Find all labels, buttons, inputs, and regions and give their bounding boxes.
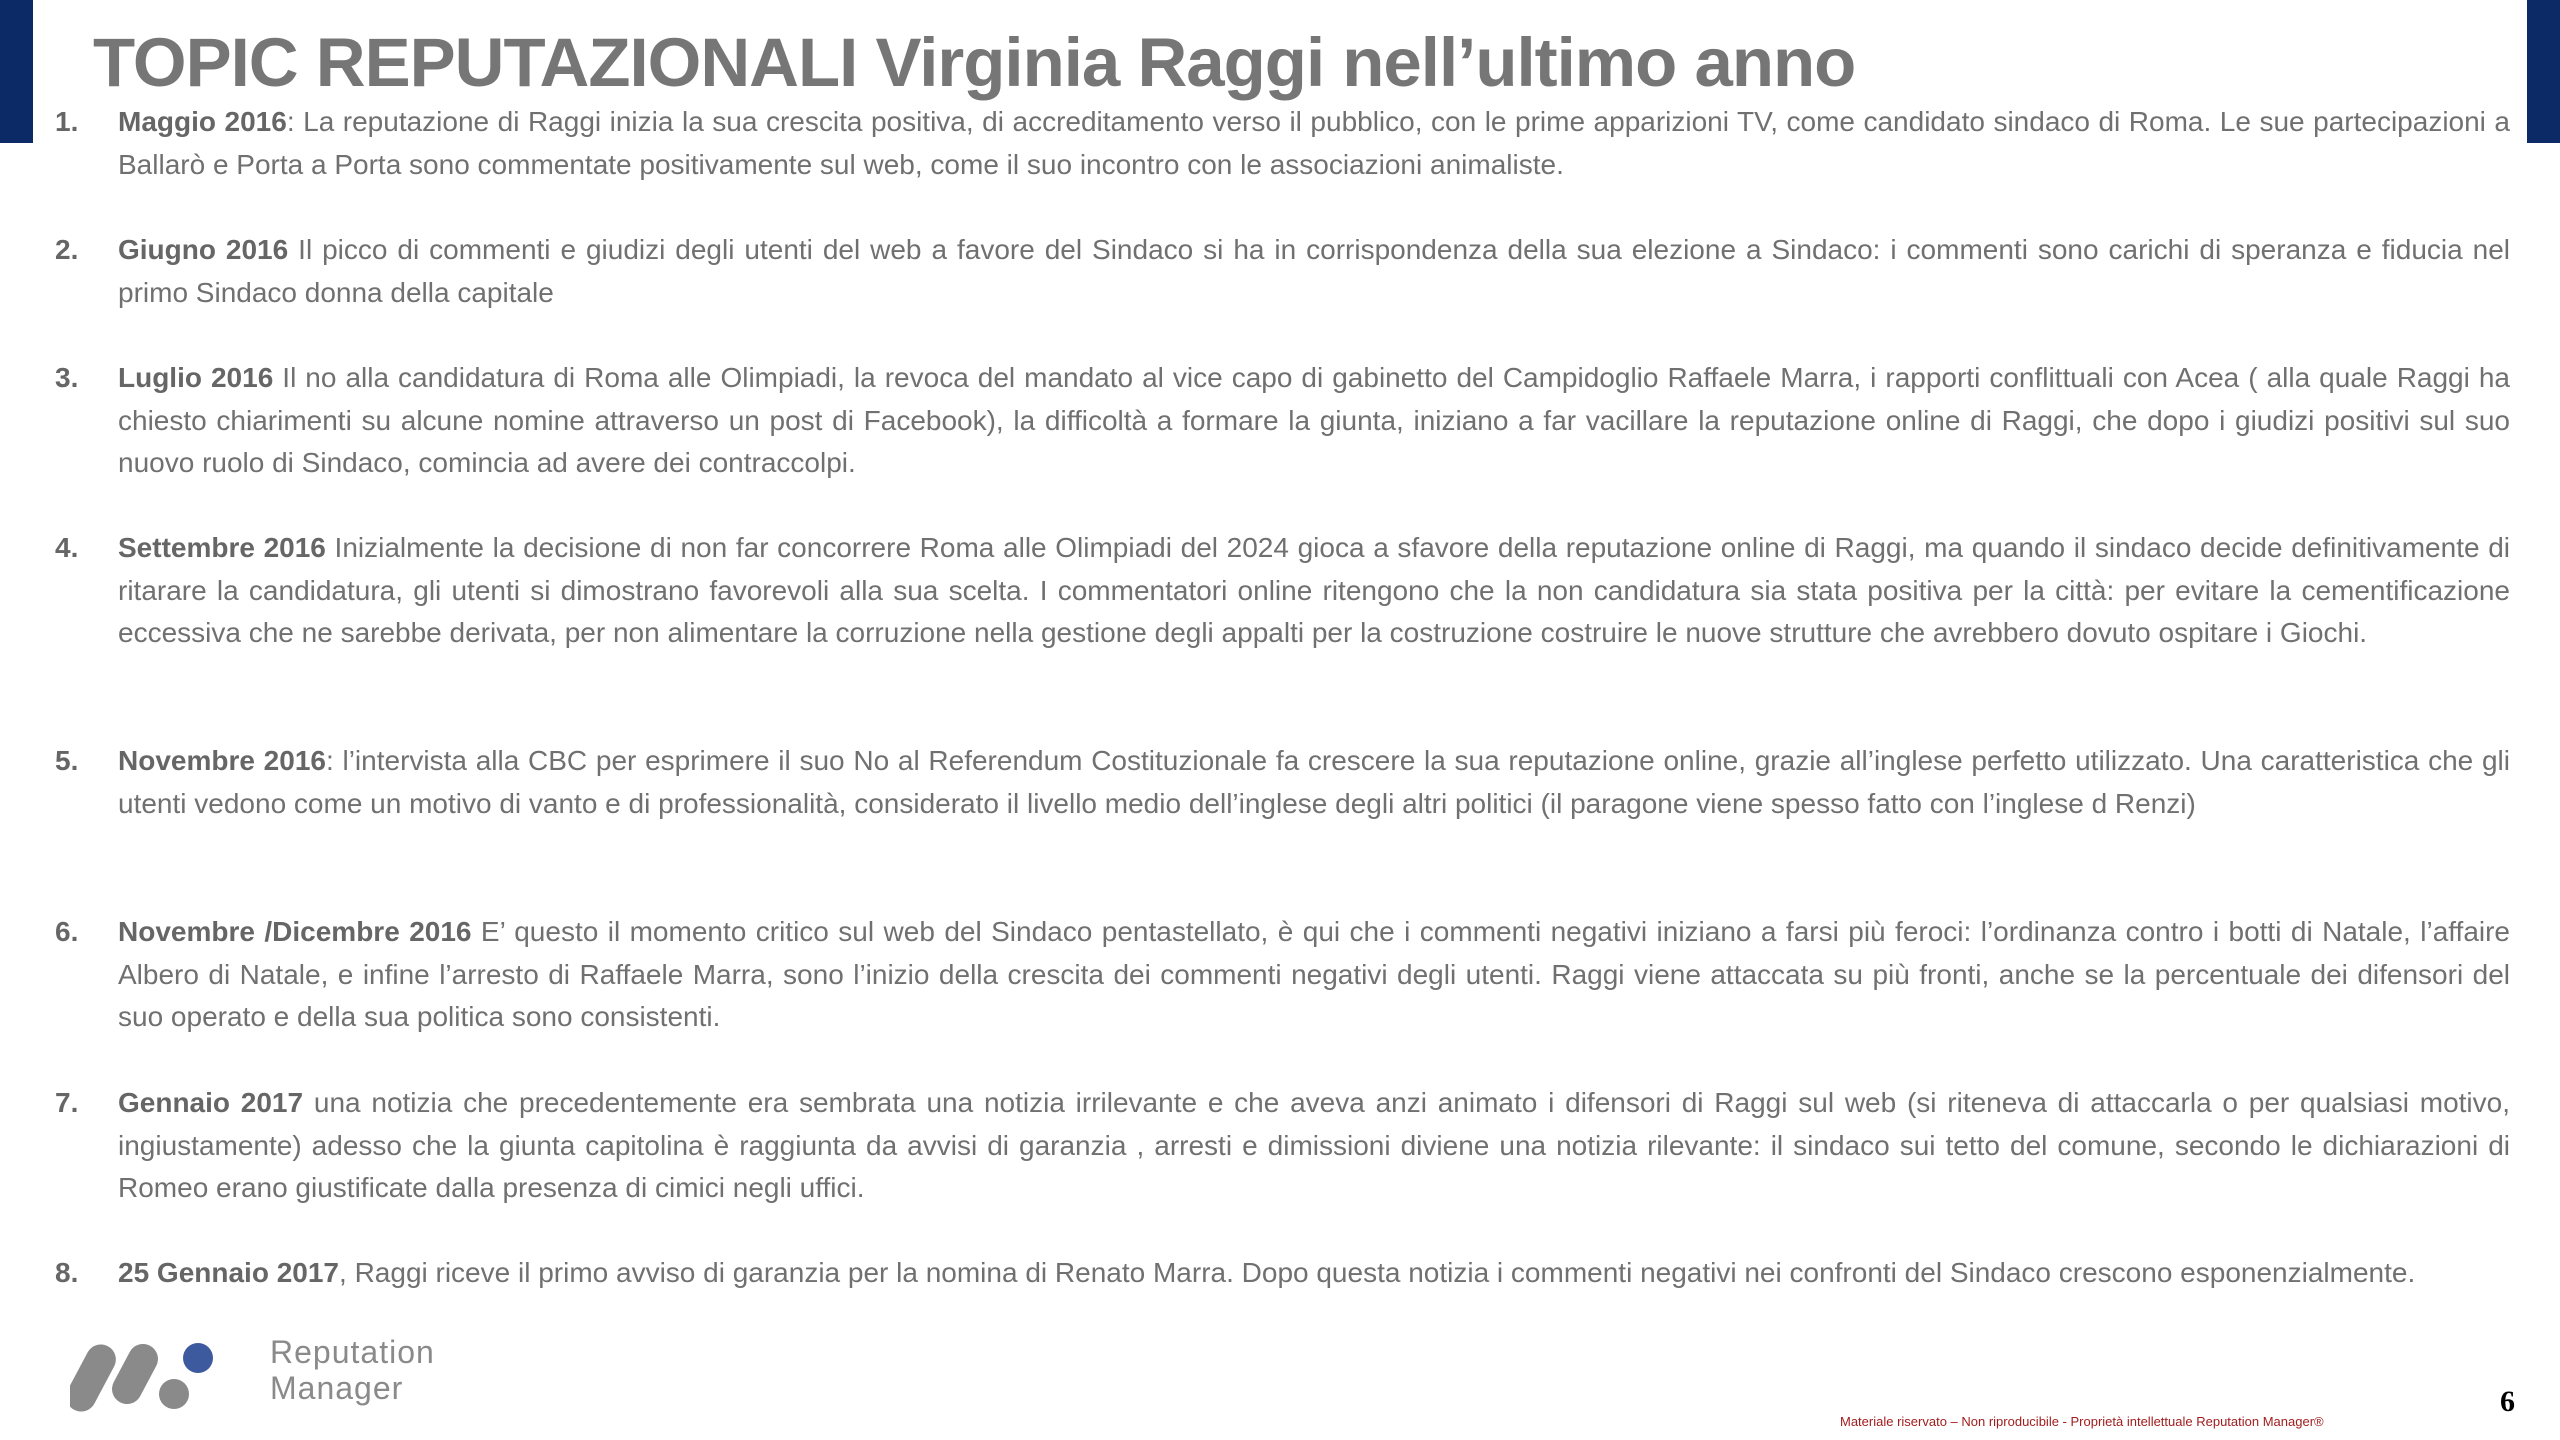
item-text: , Raggi riceve il primo avviso di garanzia per la nomina di Renato Marra. Dopo questa notizia i commenti negativi nei confronti del Sindaco crescono esponenzialmente. (339, 1257, 2416, 1288)
footer-disclaimer: Materiale riservato – Non riproducibile - Proprietà intellettuale Reputation Manager® (1840, 1414, 2324, 1429)
item-body (118, 740, 2510, 825)
logo-text-reputation: Reputation (270, 1334, 435, 1370)
item-lead: Settembre 2016 (118, 532, 326, 563)
item-text: Inizialmente la decisione di non far concorrere Roma alle Olimpiadi del 2024 gioca a sfavore della reputazione online di Raggi, ma quando il sindaco decide definitivamente di ritarare la candidatura, gli utenti si dimostrano favorevoli alla sua scelta. I commentatori online ritengono che la non candidatura sia stata positiva per la città: per evitare la cementificazione eccessiva che ne sarebbe derivata, per non alimentare la corruzione nella gestione degli appalti per la costruzione costruire le nuove strutture che avrebbero dovuto ospitare i Giochi. (118, 532, 2510, 649)
item-number: 7. (55, 1087, 79, 1118)
item-body (118, 911, 2510, 1039)
left-accent-bar (0, 0, 33, 143)
item-body (118, 1082, 2510, 1210)
item-lead: Giugno 2016 (118, 234, 289, 265)
item-lead: Maggio 2016 (118, 106, 287, 137)
item-lead: Luglio 2016 (118, 362, 274, 393)
page-title: TOPIC REPUTAZIONALI Virginia Raggi nell’ultimo anno (93, 24, 1856, 101)
item-number: 6. (55, 916, 79, 947)
item-number: 8. (55, 1257, 79, 1288)
item-text: : La reputazione di Raggi inizia la sua crescita positiva, di accreditamento verso il pubblico, con le prime apparizioni TV, come candidato sindaco di Roma. Le sue partecipazioni a Ballarò e Porta a Porta sono commentate positivamente sul web, come il suo incontro con le associazioni animaliste. (118, 106, 2510, 180)
item-lead: Novembre /Dicembre 2016 (118, 916, 472, 947)
item-text: Il picco di commenti e giudizi degli utenti del web a favore del Sindaco si ha in corrispondenza della sua elezione a Sindaco: i commenti sono carichi di speranza e fiducia nel primo Sindaco donna della capitale (118, 234, 2511, 308)
item-text: Il no alla candidatura di Roma alle Olimpiadi, la revoca del mandato al vice capo di gabinetto del Campidoglio Raffaele Marra, i rapporti conflittuali con Acea ( alla quale Raggi ha chiesto chiarimenti su alcune nomine attraverso un post di Facebook), la difficoltà a formare la giunta, iniziano a far vacillare la reputazione online di Raggi, che dopo i giudizi positivi sul suo nuovo ruolo di Sindaco, comincia ad avere dei contraccolpi. (118, 362, 2510, 479)
item-body (118, 101, 2510, 186)
page-number: 6 (2500, 1385, 2515, 1418)
item-text: E’ questo il momento critico sul web del Sindaco pentastellato, è qui che i commenti negativi iniziano a farsi più feroci: l’ordinanza contro i botti di Natale, l’affaire Albero di Natale, e infine l’arresto di Raffaele Marra, sono l’inizio della crescita dei commenti negativi degli utenti. Raggi viene attaccata su più fronti, anche se la percentuale dei difensori del suo operato e della sua politica sono consistenti. (118, 916, 2511, 1033)
item-number: 4. (55, 532, 79, 563)
item-number: 5. (55, 745, 79, 776)
logo-text-manager: Manager (270, 1370, 404, 1406)
item-number: 3. (55, 362, 79, 393)
item-lead: Gennaio 2017 (118, 1087, 304, 1118)
item-body (118, 229, 2510, 314)
item-lead: Novembre 2016 (118, 745, 326, 776)
right-accent-bar (2527, 0, 2560, 143)
item-body (118, 357, 2510, 485)
item-number: 2. (55, 234, 79, 265)
item-number: 1. (55, 106, 79, 137)
item-text: : l’intervista alla CBC per esprimere il suo No al Referendum Costituzionale fa crescere la sua reputazione online, grazie all’inglese perfetto utilizzato. Una caratteristica che gli utenti vedono come un motivo di vanto e di professionalità, considerato il livello medio dell’inglese degli altri politici (il paragone viene spesso fatto con l’inglese d Renzi) (118, 745, 2510, 819)
item-text: una notizia che precedentemente era sembrata una notizia irrilevante e che aveva anzi animato i difensori di Raggi sul web (si riteneva di attaccarla o per qualsiasi motivo, ingiustamente) adesso che la giunta capitolina è raggiunta da avvisi di garanzia , arresti e dimissioni diviene una notizia rilevante: il sindaco sui tetto del comune, secondo le dichiarazioni di Romeo erano giustificate dalla presenza di cimici negli uffici. (118, 1087, 2510, 1204)
logo-mark-icon (70, 1338, 260, 1414)
item-lead: 25 Gennaio 2017 (118, 1257, 340, 1288)
item-body (118, 527, 2510, 655)
reputation-manager-logo (70, 1334, 435, 1414)
item-body (118, 1252, 2510, 1295)
